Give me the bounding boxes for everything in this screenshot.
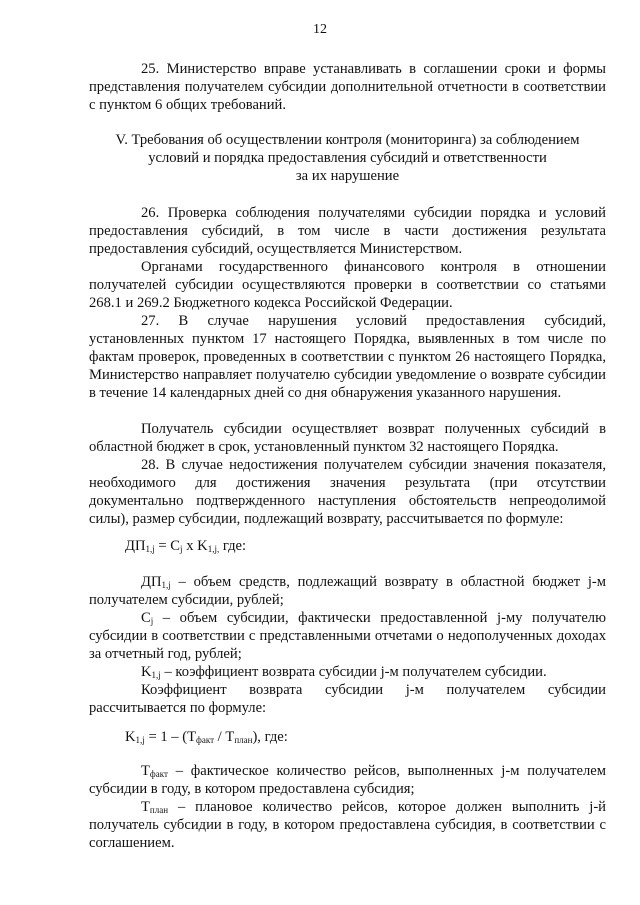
formula-coefficient <box>125 728 288 746</box>
definition-c-subscript: j <box>150 616 154 626</box>
section-heading <box>89 131 606 185</box>
definition-t-fakt-subscript: факт <box>149 769 168 779</box>
formula-k-subscript: 1,j, <box>207 544 220 554</box>
section-heading-line-3: за их нарушение <box>295 168 400 184</box>
definition-dp-subscript: 1,j <box>161 580 171 590</box>
formula2-fakt-subscript: факт <box>196 735 215 745</box>
definition-t-plan-subscript: план <box>149 805 169 815</box>
formula-dp-subscript: 1,j <box>145 544 155 554</box>
section-heading-line-1: V. Требования об осуществлении контроля (мониторинга) за соблюдением <box>115 132 580 148</box>
definition-c-symbol: C <box>141 610 151 626</box>
formula2-k-symbol: K <box>125 729 136 745</box>
definition-t-fakt-text: – фактическое количество рейсов, выполненных j-м получателем субсидии в году, в котором предоставлена субсидия; <box>89 763 606 797</box>
definition-t-fakt <box>89 762 606 798</box>
definition-dp <box>89 573 606 609</box>
definition-dp-symbol: ДП <box>141 574 162 590</box>
definition-k-subscript: 1,j <box>151 670 161 680</box>
formula-tail: где: <box>219 538 247 554</box>
paragraph-26-control: Органами государственного финансового контроля в отношении получателей субсидии осуществляются проверки в соответствии со статьями 268.1 и 269.2 Бюджетного кодекса Российской Федерации. <box>89 259 606 311</box>
definition-dp-text: – объем средств, подлежащий возврату в областной бюджет j-м получателем субсидии, рублей; <box>89 574 606 608</box>
paragraph-25: 25. Министерство вправе устанавливать в соглашении сроки и формы представления получателем субсидии дополнительной отчетности в соответствии с пунктом 6 общих требований. <box>89 61 606 113</box>
section-heading-line-2: условий и порядка предоставления субсидий и ответственности <box>148 150 547 166</box>
formula2-tail: ), где: <box>252 729 288 745</box>
definition-k-symbol: K <box>141 664 152 680</box>
definition-c <box>89 609 606 663</box>
definition-t-plan-text: – плановое количество рейсов, которое должен выполнить j-й получатель субсидии в году, в котором предоставлена субсидия, в соответствии с соглашением. <box>89 799 606 851</box>
formula-k-symbol: x K <box>182 538 208 554</box>
paragraph-28: 28. В случае недостижения получателем субсидии значения показателя, необходимого для достижения значения результата (при отсутствии документально подтвержденного наступления обстоятельств непреодолимой силы), размер субсидии, подлежащий возврату, рассчитывается по формуле: <box>89 457 606 527</box>
definition-k <box>89 663 606 681</box>
formula-dp-symbol: ДП <box>125 538 146 554</box>
definition-c-text: – объем субсидии, фактически предоставленной j-му получателю субсидии в соответствии с представленными отчетами о недополученных доходах за отчетный год, рублей; <box>89 610 606 662</box>
formula2-plan-subscript: план <box>234 735 253 745</box>
definition-t-plan <box>89 798 606 852</box>
formula-return-amount <box>125 537 246 555</box>
formula-c-subscript: j <box>180 544 183 554</box>
paragraph-27-return: Получатель субсидии осуществляет возврат полученных субсидий в областной бюджет в срок, установленный пунктом 32 настоящего Порядка. <box>89 421 606 455</box>
definition-t-plan-symbol: T <box>141 799 150 815</box>
definition-k-text: – коэффициент возврата субсидии j-м получателем субсидии. <box>160 664 547 680</box>
coefficient-intro: Коэффициент возврата субсидии j-м получателем субсидии рассчитывается по формуле: <box>89 682 606 716</box>
paragraph-26: 26. Проверка соблюдения получателями субсидии порядка и условий предоставления субсидий, в том числе в части достижения результата предоставления субсидий, осуществляется Министерством. <box>89 205 606 257</box>
definition-t-fakt-symbol: T <box>141 763 150 779</box>
paragraph-27: 27. В случае нарушения условий предоставления субсидий, установленных пунктом 17 настоящего Порядка, выявленных в том числе по фактам проверок, проведенных в соответствии с пунктом 26 настоящего Порядка, Министерство направляет получателю субсидии уведомление о возврате субсидии в течение 14 календарных дней со дня обнаружения указанного нарушения. <box>89 313 606 401</box>
formula2-t-symbol: = 1 – (T <box>144 729 197 745</box>
formula2-division: / T <box>214 729 235 745</box>
formula2-k-subscript: 1,j <box>135 735 145 745</box>
page-number: 12 <box>313 22 327 37</box>
formula-c-symbol: = C <box>154 538 181 554</box>
